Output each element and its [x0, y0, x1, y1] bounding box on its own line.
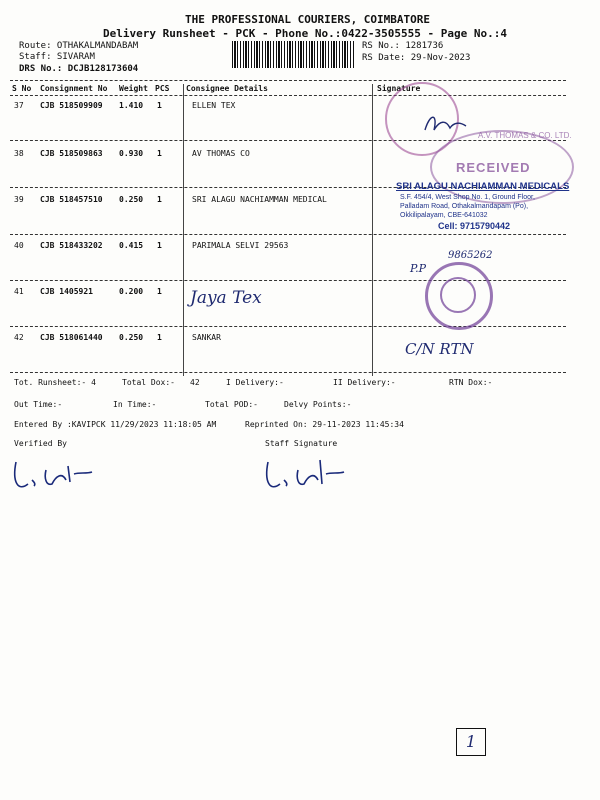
row-consignment: CJB 518457510	[40, 195, 103, 204]
rtn-dox: RTN Dox:-	[449, 378, 493, 387]
circle-stamp-inner	[440, 277, 476, 313]
handwritten-return: C/N RTN	[405, 340, 474, 358]
in-time: In Time:-	[113, 400, 157, 409]
verified-signature	[10, 452, 100, 497]
row-consignee: SANKAR	[192, 333, 221, 342]
entered-by: Entered By :KAVIPCK 11/29/2023 11:18:05 AM	[14, 420, 217, 429]
row-consignment: CJB 1405921	[40, 287, 93, 296]
staff: Staff: SIVARAM	[19, 52, 95, 62]
rs-date: RS Date: 29-Nov-2023	[362, 53, 471, 63]
reprinted-on: Reprinted On: 29-11-2023 11:45:34	[245, 420, 404, 429]
row-sno: 41	[14, 287, 24, 296]
row-consignment: CJB 518509909	[40, 101, 103, 110]
col-consignee: Consignee Details	[186, 84, 268, 93]
medical-stamp-address-1: S.F. 454/4, West Shop No. 1, Ground Floor,	[400, 194, 535, 201]
row-sno: 38	[14, 149, 24, 158]
column-divider	[183, 84, 184, 376]
row-weight: 1.410	[119, 101, 144, 110]
row-consignment: CJB 518433202	[40, 241, 103, 250]
total-dox-label: Total Dox:-	[122, 378, 175, 387]
col-pcs: PCS	[155, 84, 170, 93]
delivery-points: Delvy Points:-	[284, 400, 352, 409]
row-weight: 0.930	[119, 149, 144, 158]
medical-stamp-name: SRI ALAGU NACHIAMMAN MEDICALS	[396, 181, 570, 192]
signature-scribble	[420, 108, 470, 138]
divider	[10, 80, 566, 81]
company-name: THE PROFESSIONAL COURIERS, COIMBATORE	[185, 13, 431, 26]
row-pcs: 1	[157, 287, 162, 296]
verified-by-label: Verified By	[14, 439, 67, 448]
row-pcs: 1	[157, 333, 162, 342]
row-pcs: 1	[157, 101, 162, 110]
handwritten-consignee: Jaya Tex	[190, 288, 262, 308]
row-consignee: SRI ALAGU NACHIAMMAN MEDICAL	[192, 195, 327, 204]
staff-signature-label: Staff Signature	[265, 439, 338, 448]
row-sno: 40	[14, 241, 24, 250]
column-divider	[372, 84, 373, 376]
col-consignment: Consignment No	[40, 84, 108, 93]
row-consignee: AV THOMAS CO	[192, 149, 250, 158]
row-consignment: CJB 518509863	[40, 149, 103, 158]
av-thomas-stamp-text: A.V. THOMAS & CO. LTD.	[478, 131, 572, 140]
out-time: Out Time:-	[14, 400, 63, 409]
row-consignee: PARIMALA SELVI 29563	[192, 241, 289, 250]
row-weight: 0.200	[119, 287, 144, 296]
row-weight: 0.250	[119, 333, 144, 342]
row-consignment: CJB 518061440	[40, 333, 103, 342]
drs-number: DRS No.: DCJB128173604	[19, 64, 139, 74]
divider	[10, 372, 566, 373]
divider	[10, 326, 566, 327]
row-consignee: ELLEN TEX	[192, 101, 236, 110]
row-pcs: 1	[157, 149, 162, 158]
total-pod: Total POD:-	[205, 400, 258, 409]
page-number-box: 1	[456, 728, 486, 756]
row-sno: 42	[14, 333, 24, 342]
divider	[10, 95, 566, 96]
second-delivery: II Delivery:-	[333, 378, 396, 387]
col-sno: S No	[12, 84, 32, 93]
barcode	[232, 41, 354, 68]
col-signature: Signature	[377, 84, 421, 93]
row-pcs: 1	[157, 195, 162, 204]
medical-stamp-address-2: Palladam Road, Othakalmandapam (Po),	[400, 203, 529, 210]
row-sno: 39	[14, 195, 24, 204]
medical-stamp-address-3: Okkilipalayam, CBE-641032	[400, 212, 488, 219]
received-stamp-text: RECEIVED	[456, 160, 531, 175]
handwritten-pp: P.P	[410, 262, 427, 275]
rs-number: RS No.: 1281736	[362, 41, 444, 51]
staff-signature	[262, 452, 352, 497]
row-sno: 37	[14, 101, 24, 110]
divider	[10, 234, 566, 235]
row-weight: 0.415	[119, 241, 144, 250]
route: Route: OTHAKALMANDABAM	[19, 41, 139, 51]
total-dox-value: 42	[190, 378, 200, 387]
runsheet-title: Delivery Runsheet - PCK - Phone No.:0422-3505555 - Page No.:4	[103, 27, 507, 40]
medical-stamp-cell: Cell: 9715790442	[438, 221, 511, 231]
first-delivery: I Delivery:-	[226, 378, 284, 387]
col-weight: Weight	[119, 84, 148, 93]
row-pcs: 1	[157, 241, 162, 250]
row-weight: 0.250	[119, 195, 144, 204]
handwritten-phone: 9865262	[448, 250, 493, 261]
total-runsheet: Tot. Runsheet:- 4	[14, 378, 96, 387]
